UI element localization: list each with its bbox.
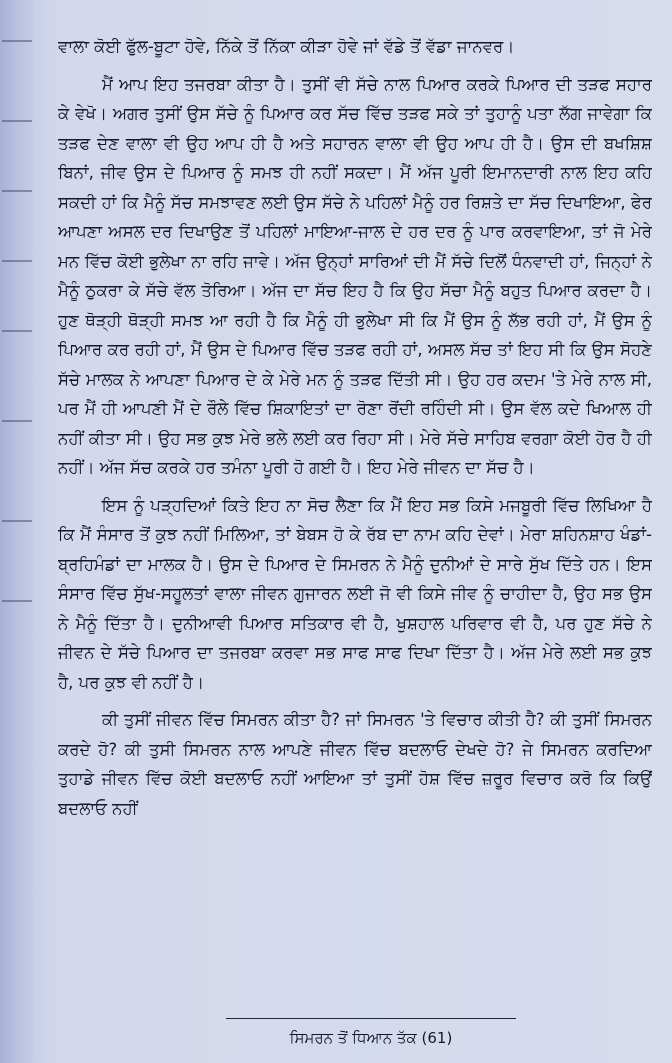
gutter-mark xyxy=(2,520,32,522)
paragraph: ਕੀ ਤੁਸੀਂ ਜੀਵਨ ਵਿੱਚ ਸਿਮਰਨ ਕੀਤਾ ਹੈ? ਜਾਂ ਸਿਮਰਨ 'ਤੇ ਵਿਚਾਰ ਕੀਤੀ ਹੈ? ਕੀ ਤੁਸੀਂ ਸਿਮਰਨ ਕਰਦੇ ਹੋ? ਕੀ ਤੁਸੀ ਸਿਮਰਨ ਨਾਲ ਆਪਣੇ ਜੀਵਨ ਵਿੱਚ ਬਦਲਾਓ ਦੇਖਦੇ ਹੋ? ਜੇ ਸਿਮਰਨ ਕਰਦਿਆ ਤੁਹਾਡੇ ਜੀਵਨ ਵਿੱਚ ਕੋਈ ਬਦਲਾਓ ਨਹੀਂ ਆਇਆ ਤਾਂ ਤੁਸੀਂ ਹੋਸ਼ ਵਿੱਚ ਜ਼ਰੂਰ ਵਿਚਾਰ ਕਰੋ ਕਿ ਕਿਉਂ ਬਦਲਾਓ ਨਹੀਂ xyxy=(58,710,652,818)
running-footer: ਸਿਮਰਨ ਤੋਂ ਧਿਆਨ ਤੱਕ (61) xyxy=(289,1029,453,1047)
gutter-mark xyxy=(2,420,32,422)
gutter-mark xyxy=(2,260,32,262)
footer-rule xyxy=(226,1018,516,1019)
gutter-mark xyxy=(2,600,32,602)
page-gutter xyxy=(0,0,34,1063)
gutter-mark xyxy=(2,190,32,192)
gutter-mark xyxy=(2,40,32,42)
gutter-mark xyxy=(2,120,32,122)
body-text xyxy=(58,32,652,992)
gutter-mark xyxy=(2,330,32,332)
paragraph-continued: ਵਾਲਾ ਕੋਈ ਫੁੱਲ-ਬੂਟਾ ਹੋਵੇ, ਨਿੱਕੇ ਤੋਂ ਨਿੱਕਾ ਕੀੜਾ ਹੋਵੇ ਜਾਂ ਵੱਡੇ ਤੋਂ ਵੱਡਾ ਜਾਨਵਰ। xyxy=(58,37,515,56)
paragraph: ਮੈਂ ਆਪ ਇਹ ਤਜਰਬਾ ਕੀਤਾ ਹੈ। ਤੁਸੀਂ ਵੀ ਸੱਚੇ ਨਾਲ ਪਿਆਰ ਕਰਕੇ ਪਿਆਰ ਦੀ ਤੜਫ ਸਹਾਰ ਕੇ ਵੇਖੋ। ਅਗਰ ਤੁਸੀਂ ਉਸ ਸੱਚੇ ਨੂੰ ਪਿਆਰ ਕਰ ਸੱਚ ਵਿੱਚ ਤੜਫ ਸਕੇ ਤਾਂ ਤੁਹਾਨੂੰ ਪਤਾ ਲੱਗ ਜਾਵੇਗਾ ਕਿ ਤੜਫ ਦੇਣ ਵਾਲਾ ਵੀ ਉਹ ਆਪ ਹੀ ਹੈ ਅਤੇ ਸਹਾਰਨ ਵਾਲਾ ਵੀ ਉਹ ਆਪ ਹੀ ਹੈ। ਉਸ ਦੀ ਬਖਸ਼ਿਸ਼ ਬਿਨਾਂ, ਜੀਵ ਉਸ ਦੇ ਪਿਆਰ ਨੂੰ ਸਮਝ ਹੀ ਨਹੀਂ ਸਕਦਾ। ਮੈਂ ਅੱਜ ਪੂਰੀ ਇਮਾਨਦਾਰੀ ਨਾਲ ਇਹ ਕਹਿ ਸਕਦੀ ਹਾਂ ਕਿ ਮੈਨੂੰ ਸੱਚ ਸਮਝਾਵਣ ਲਈ ਉਸ ਸੱਚੇ ਨੇ ਪਹਿਲਾਂ ਮੈਨੂੰ ਹਰ ਰਿਸ਼ਤੇ ਦਾ ਸੱਚ ਦਿਖਾਇਆ, ਫੇਰ ਆਪਣਾ ਅਸਲ ਦਰ ਦਿਖਾਉਣ ਤੋਂ ਪਹਿਲਾਂ ਮਾਇਆ-ਜਾਲ ਦੇ ਹਰ ਦਰ ਨੂੰ ਪਾਰ ਕਰਵਾਇਆ, ਤਾਂ ਜੋ ਮੇਰੇ ਮਨ ਵਿੱਚ ਕੋਈ ਭੁਲੇਖਾ ਨਾ ਰਹਿ ਜਾਵੇ। ਅੱਜ ਉਨ੍ਹਾਂ ਸਾਰਿਆਂ ਦੀ ਮੈਂ ਸੱਚੇ ਦਿਲੋਂ ਧੰਨਵਾਦੀ ਹਾਂ, ਜਿਨ੍ਹਾਂ ਨੇ ਮੈਨੂੰ ਠੁਕਰਾ ਕੇ ਸੱਚੇ ਵੱਲ ਤੋਰਿਆ। ਅੱਜ ਦਾ ਸੱਚ ਇਹ ਹੈ ਕਿ ਉਹ ਸੱਚਾ ਮੈਨੂੰ ਬਹੁਤ ਪਿਆਰ ਕਰਦਾ ਹੈ। ਹੁਣ ਥੋੜ੍ਹੀ ਥੋੜ੍ਹੀ ਸਮਝ ਆ ਰਹੀ ਹੈ ਕਿ ਮੈਨੂੰ ਹੀ ਭੁਲੇਖਾ ਸੀ ਕਿ ਮੈਂ ਉਸ ਨੂੰ ਲੱਭ ਰਹੀ ਹਾਂ, ਮੈਂ ਉਸ ਨੂੰ ਪਿਆਰ ਕਰ ਰਹੀ ਹਾਂ, ਮੈਂ ਉਸ ਦੇ ਪਿਆਰ ਵਿੱਚ ਤੜਫ ਰਹੀ ਹਾਂ, ਅਸਲ ਸੱਚ ਤਾਂ ਇਹ ਸੀ ਕਿ ਉਸ ਸੋਹਣੇ ਸੱਚੇ ਮਾਲਕ ਨੇ ਆਪਣਾ ਪਿਆਰ ਦੇ ਕੇ ਮੇਰੇ ਮਨ ਨੂੰ ਤੜਫ ਦਿੱਤੀ ਸੀ। ਉਹ ਹਰ ਕਦਮ 'ਤੇ ਮੇਰੇ ਨਾਲ ਸੀ, ਪਰ ਮੈਂ ਹੀ ਆਪਣੀ ਮੈਂ ਦੇ ਰੌਲੇ ਵਿੱਚ ਸ਼ਿਕਾਇਤਾਂ ਦਾ ਰੋਣਾ ਰੋਂਦੀ ਰਹਿੰਦੀ ਸੀ। ਉਸ ਵੱਲ ਕਦੇ ਖਿਆਲ ਹੀ ਨਹੀਂ ਕੀਤਾ ਸੀ। ਉਹ ਸਭ ਕੁਝ ਮੇਰੇ ਭਲੇ ਲਈ ਕਰ ਰਿਹਾ ਸੀ। ਮੇਰੇ ਸੱਚੇ ਸਾਹਿਬ ਵਰਗਾ ਕੋਈ ਹੋਰ ਹੈ ਹੀ ਨਹੀਂ। ਅੱਜ ਸੱਚ ਕਰਕੇ ਹਰ ਤਮੰਨਾ ਪੂਰੀ ਹੋ ਗਈ ਹੈ। ਇਹ ਮੇਰੇ ਜੀਵਨ ਦਾ ਸੱਚ ਹੈ। xyxy=(58,74,652,477)
paragraph: ਇਸ ਨੂੰ ਪੜ੍ਹਦਿਆਂ ਕਿਤੇ ਇਹ ਨਾ ਸੋਚ ਲੈਣਾ ਕਿ ਮੈਂ ਇਹ ਸਭ ਕਿਸੇ ਮਜਬੂਰੀ ਵਿੱਚ ਲਿਖਿਆ ਹੈ ਕਿ ਮੈਂ ਸੰਸਾਰ ਤੋਂ ਕੁਝ ਨਹੀਂ ਮਿਲਿਆ, ਤਾਂ ਬੇਬਸ ਹੋ ਕੇ ਰੱਬ ਦਾ ਨਾਮ ਕਹਿ ਦੇਵਾਂ। ਮੇਰਾ ਸ਼ਹਿਨਸ਼ਾਹ ਖੰਡਾਂ-ਬ੍ਰਹਿਮੰਡਾਂ ਦਾ ਮਾਲਕ ਹੈ। ਉਸ ਦੇ ਪਿਆਰ ਦੇ ਸਿਮਰਨ ਨੇ ਮੈਨੂੰ ਦੁਨੀਆਂ ਦੇ ਸਾਰੇ ਸੁੱਖ ਦਿੱਤੇ ਹਨ। ਇਸ ਸੰਸਾਰ ਵਿੱਚ ਸੁੱਖ-ਸਹੂਲਤਾਂ ਵਾਲਾ ਜੀਵਨ ਗੁਜਾਰਨ ਲਈ ਜੋ ਵੀ ਕਿਸੇ ਜੀਵ ਨੂੰ ਚਾਹੀਦਾ ਹੈ, ਉਹ ਸਭ ਉਸ ਨੇ ਮੈਨੂੰ ਦਿੱਤਾ ਹੈ। ਦੁਨੀਆਵੀ ਪਿਆਰ ਸਤਿਕਾਰ ਵੀ ਹੈ, ਖੁਸ਼ਹਾਲ ਪਰਿਵਾਰ ਵੀ ਹੈ, ਪਰ ਹੁਣ ਸੱਚੇ ਨੇ ਜੀਵਨ ਦੇ ਸੱਚੇ ਪਿਆਰ ਦਾ ਤਜਰਬਾ ਕਰਵਾ ਸਭ ਸਾਫ ਸਾਫ ਦਿਖਾ ਦਿੱਤਾ ਹੈ। ਅੱਜ ਮੇਰੇ ਲਈ ਸਭ ਕੁਝ ਹੈ, ਪਰ ਕੁਝ ਵੀ ਨਹੀਂ ਹੈ। xyxy=(58,495,652,692)
